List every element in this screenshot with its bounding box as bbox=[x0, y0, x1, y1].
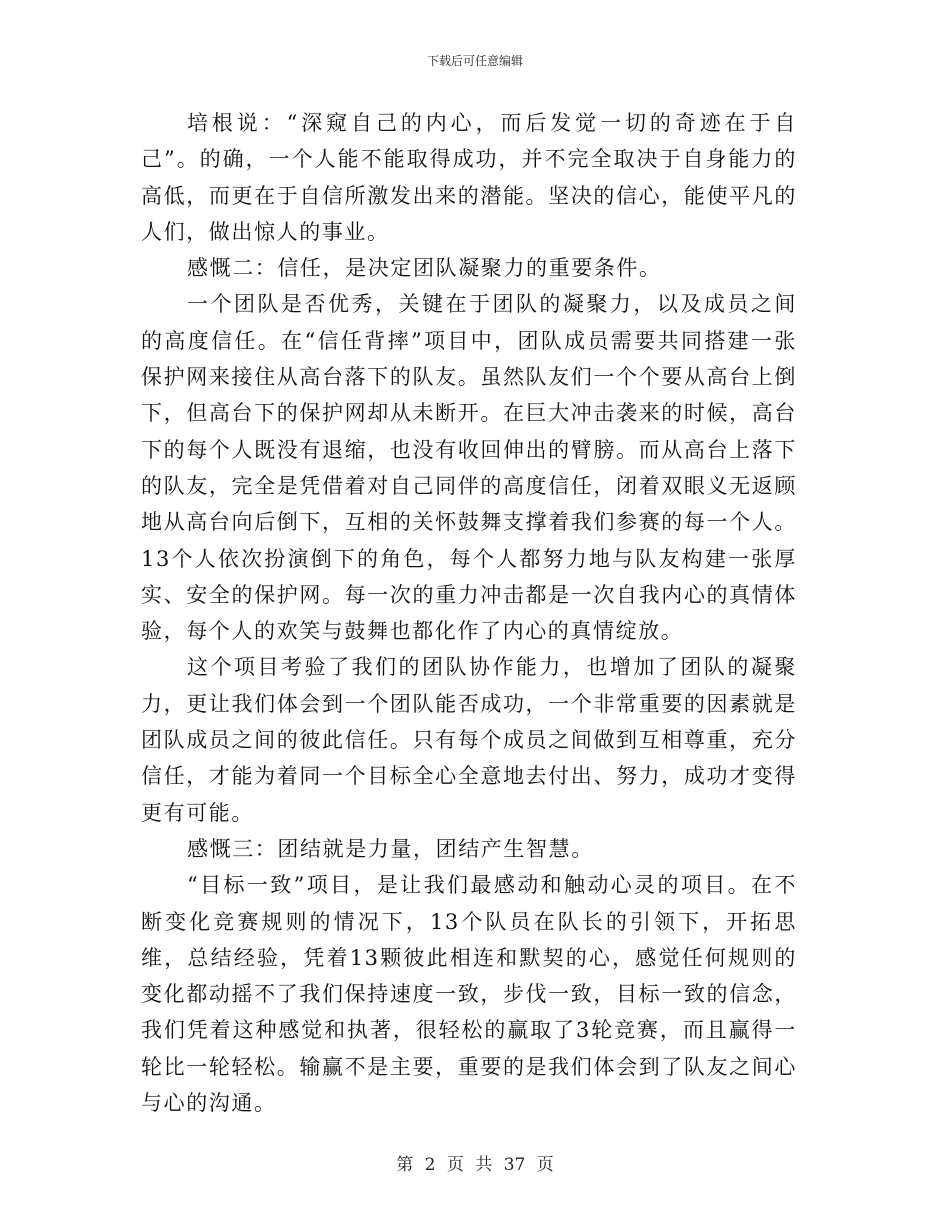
paragraph-common-goal: “目标一致”项目，是让我们最感动和触动心灵的项目。在不断变化竞赛规则的情况下，13个队员在队长的引领下，开拓思维，总结经验，凭着13颗彼此相连和默契的心，感觉任何规则的变化都动摇不了我们保持速度一致，步伐一致，目标一致的信念，我们凭着这种感觉和执著，很轻松的赢取了3轮竞赛，而且赢得一轮比一轮轻松。输赢不是主要，重要的是我们体会到了队友之间心与心的沟通。 bbox=[141, 873, 797, 1116]
document-body bbox=[141, 105, 797, 1121]
paragraph-teamwork: 这个项目考验了我们的团队协作能力，也增加了团队的凝聚力，更让我们体会到一个团队能否成功，一个非常重要的因素就是团队成员之间的彼此信任。只有每个成员之间做到互相尊重，充分信任，才能为着同一个目标全心全意地去付出、努力，成功才变得更有可能。 bbox=[141, 655, 797, 825]
paragraph-heading-trust: 感慨二：信任，是决定团队凝聚力的重要条件。 bbox=[187, 256, 662, 281]
page-number-footer: 第 2 页 共 37 页 bbox=[396, 1155, 554, 1175]
page-header-note: 下载后可任意编辑 bbox=[426, 54, 523, 68]
paragraph-heading-unity: 感慨三：团结就是力量，团结产生智慧。 bbox=[187, 836, 594, 861]
paragraph-bacon-quote: 培根说：“深窥自己的内心，而后发觉一切的奇迹在于自己”。的确，一个人能不能取得成功，并不完全取决于自身能力的高低，而更在于自信所激发出来的潜能。坚决的信心，能使平凡的人们，做出惊人的事业。 bbox=[141, 111, 797, 244]
paragraph-trust-fall: 一个团队是否优秀，关键在于团队的凝聚力，以及成员之间的高度信任。在“信任背摔”项目中，团队成员需要共同搭建一张保护网来接住从高台落下的队友。虽然队友们一个个要从高台上倒下，但高台下的保护网却从未断开。在巨大冲击袭来的时候，高台下的每个人既没有退缩，也没有收回伸出的臂膀。而从高台上落下的队友，完全是凭借着对自己同伴的高度信任，闭着双眼义无返顾地从高台向后倒下，互相的关怀鼓舞支撑着我们参赛的每一个人。13个人依次扮演倒下的角色，每个人都努力地与队友构建一张厚实、安全的保护网。每一次的重力冲击都是一次自我内心的真情体验，每个人的欢笑与鼓舞也都化作了内心的真情绽放。 bbox=[141, 292, 797, 644]
